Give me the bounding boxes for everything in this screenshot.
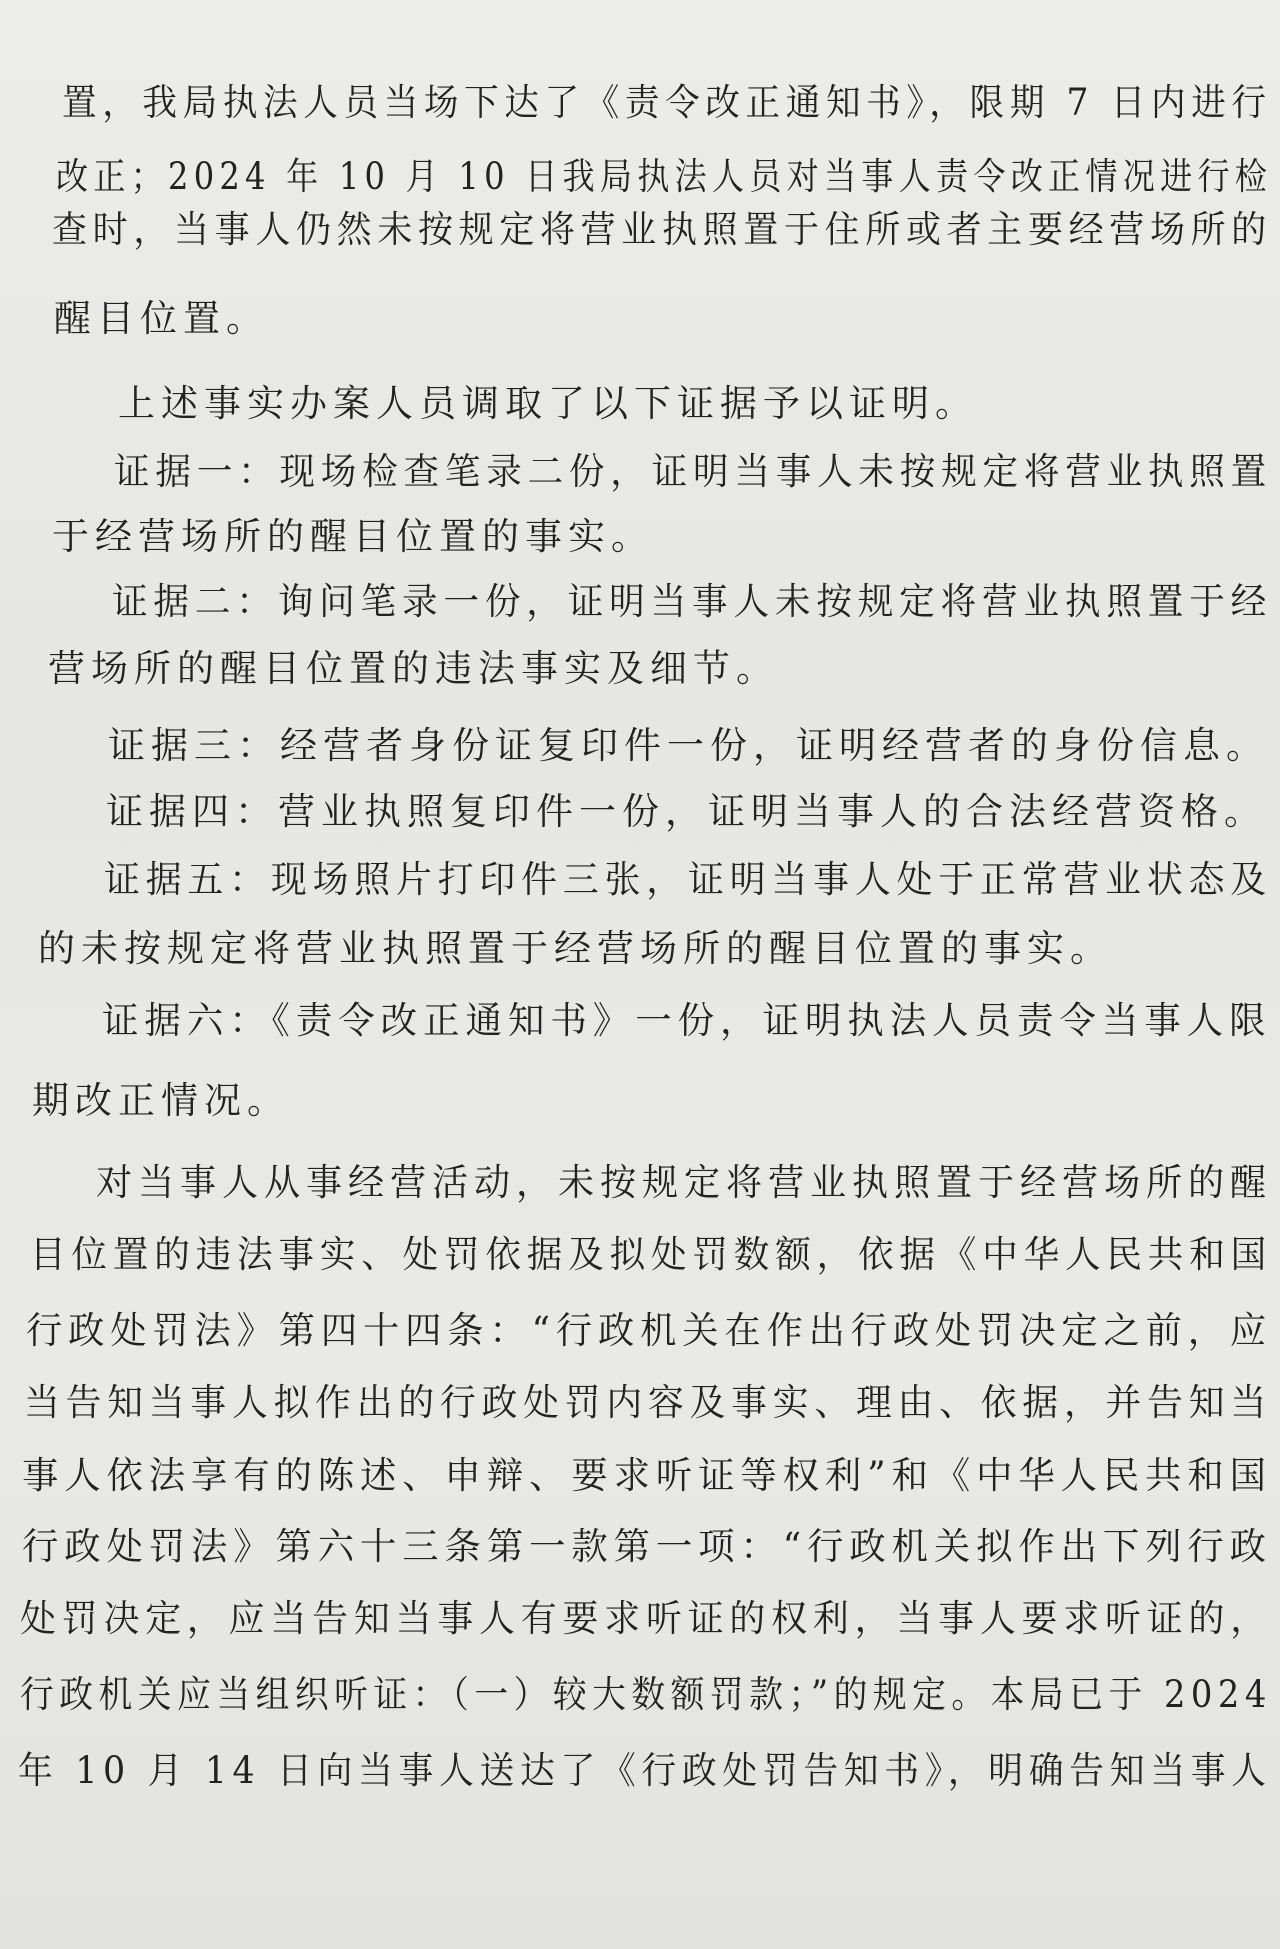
- text-line: 改正；2024 年 10 月 10 日我局执法人员对当事人责令改正情况进行检: [56, 155, 1273, 198]
- text-line: 期改正情况。: [32, 1079, 290, 1122]
- text-line: 证据三：经营者身份证复印件一份，证明经营者的身份信息。: [108, 724, 1269, 767]
- text-line: 行政机关应当组织听证：（一）较大数额罚款；”的规定。本局已于 2024: [20, 1673, 1272, 1716]
- text-line: 证据一：现场检查笔录二份，证明当事人未按规定将营业执照置: [114, 450, 1273, 493]
- text-line: 置，我局执法人员当场下达了《责令改正通知书》，限期 7 日内进行: [62, 81, 1272, 124]
- text-line: 行政处罚法》第四十四条：“行政机关在作出行政处罚决定之前，应: [26, 1309, 1272, 1352]
- text-line: 证据六：《责令改正通知书》一份，证明执法人员责令当事人限: [102, 999, 1272, 1042]
- text-line: 年 10 月 14 日向当事人送达了《行政处罚告知书》，明确告知当事人: [18, 1749, 1272, 1792]
- text-line: 处罚决定，应当告知当事人有要求听证的权利，当事人要求听证的，: [20, 1597, 1272, 1640]
- text-line: 查时，当事人仍然未按规定将营业执照置于住所或者主要经营场所的: [52, 208, 1272, 251]
- text-line: 事人依法享有的陈述、申辩、要求听证等权利”和《中华人民共和国: [22, 1454, 1272, 1497]
- text-line: 当告知当事人拟作出的行政处罚内容及事实、理由、依据，并告知当: [24, 1381, 1272, 1424]
- text-line: 上述事实办案人员调取了以下证据予以证明。: [118, 382, 978, 425]
- text-line: 证据二：询问笔录一份，证明当事人未按规定将营业执照置于经: [112, 580, 1273, 623]
- text-line: 醒目位置。: [54, 297, 269, 340]
- text-line: 行政处罚法》第六十三条第一款第一项：“行政机关拟作出下列行政: [22, 1525, 1272, 1568]
- text-line: 证据五：现场照片打印件三张，证明当事人处于正常营业状态及: [104, 858, 1273, 901]
- text-line: 的未按规定将营业执照置于经营场所的醒目位置的事实。: [38, 927, 1113, 970]
- text-line: 目位置的违法事实、处罚依据及拟处罚数额，依据《中华人民共和国: [30, 1233, 1273, 1276]
- text-line: 对当事人从事经营活动，未按规定将营业执照置于经营场所的醒: [96, 1161, 1272, 1204]
- text-line: 于经营场所的醒目位置的事实。: [52, 515, 654, 558]
- text-line: 证据四：营业执照复印件一份，证明当事人的合法经营资格。: [106, 790, 1267, 833]
- text-line: 营场所的醒目位置的违法事实及细节。: [48, 647, 779, 690]
